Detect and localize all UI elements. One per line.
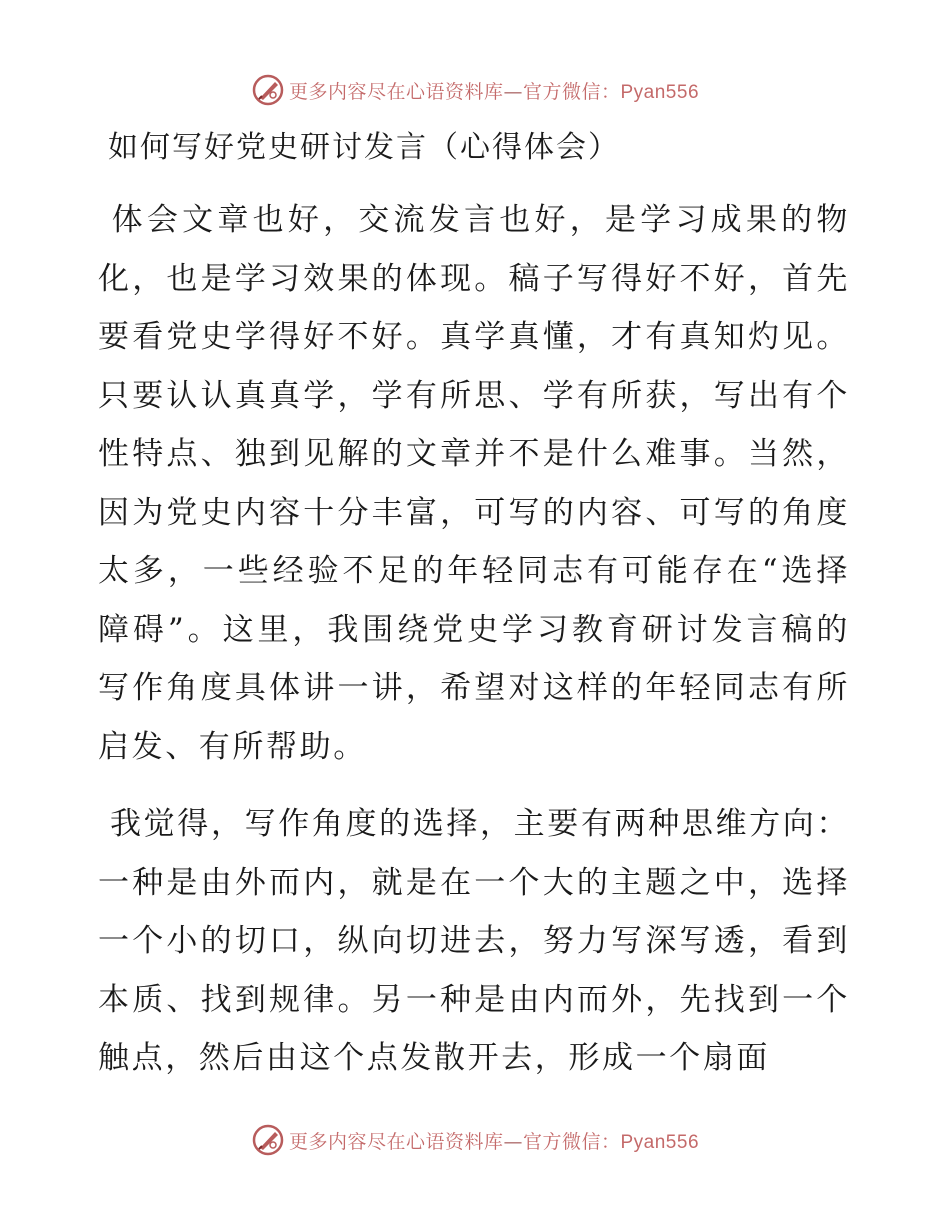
quill-logo-icon <box>251 73 285 107</box>
document-title: 如何写好党史研讨发言（心得体会） <box>108 130 620 165</box>
watermark-text: 更多内容尽在心语资料库—官方微信：Pyan556 <box>288 1130 700 1153</box>
footer-watermark-banner <box>0 1120 950 1160</box>
quill-logo-icon <box>251 1123 285 1157</box>
header-watermark-banner <box>0 70 950 110</box>
body-paragraph: 我觉得，写作角度的选择，主要有两种思维方向：一种是由外而内，就是在一个大的主题之中，选择一个小的切口，纵向切进去，努力写深写透，看到本质、找到规律。另一种是由内而外，先找到一个触点，然后由这个点发散开去，形成一个扇面 <box>98 806 850 1076</box>
body-paragraph: 体会文章也好，交流发言也好，是学习成果的物化，也是学习效果的体现。稿子写得好不好，首先要看党史学得好不好。真学真懂，才有真知灼见。只要认认真真学，学有所思、学有所获，写出有个性特点、独到见解的文章并不是什么难事。当然，因为党史内容十分丰富，可写的内容、可写的角度太多，一些经验不足的年轻同志有可能存在“选择障碍”。这里，我围绕党史学习教育研讨发言稿的写作角度具体讲一讲，希望对这样的年轻同志有所启发、有所帮助。 <box>98 202 850 765</box>
watermark-text: 更多内容尽在心语资料库—官方微信：Pyan556 <box>288 80 700 103</box>
